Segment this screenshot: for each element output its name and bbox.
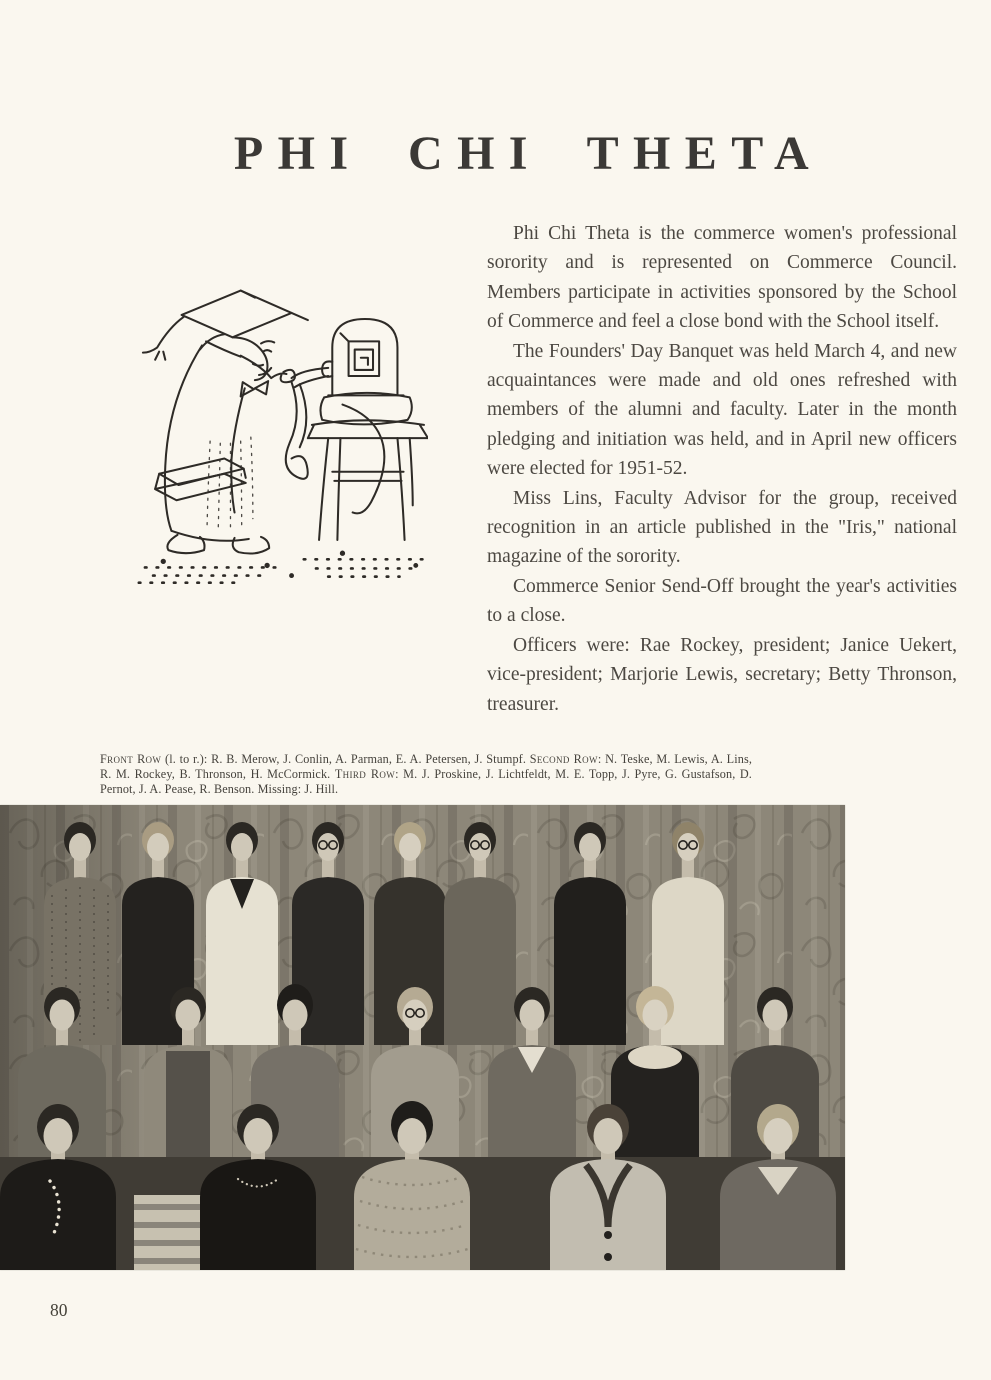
group-photograph xyxy=(0,805,845,1270)
group-photo-graphic xyxy=(0,805,845,1270)
article-paragraph: Miss Lins, Faculty Advisor for the group, received recognition in an article published in the "Iris," national magazine of the sorority. xyxy=(487,487,957,568)
article-paragraph: Commerce Senior Send-Off brought the year's activities to a close. xyxy=(487,575,957,627)
article-paragraph: Phi Chi Theta is the commerce women's professional sorority and is represented on Commerce Council. Members participate in activities sponsored by the School of Commerce and feel a close bond with the School itself. xyxy=(487,223,957,333)
article-paragraph: The Founders' Day Banquet was held March 4, and new acquaintances were made and old ones refreshed with members of the alumni and faculty. Later in the month pledging and initiation was held, and in April new officers were elected for 1951-52. xyxy=(487,340,957,480)
photo-caption: Front Row (l. to r.): R. B. Merow, J. Conlin, A. Parman, E. A. Petersen, J. Stumpf. Second Row: N. Teske, M. Lewis, A. Lins, R. M. Rockey, B. Thronson, H. McCormick. Third Row: M. J. Proskine, J. Lichtfeldt, M. E. Topp, J. Pyre, G. Gustafson, D. Pernot, J. A. Pease, R. Benson. Missing: J. Hill. xyxy=(100,752,752,796)
page-title: PHI CHI THETA xyxy=(233,127,824,180)
article-paragraph: Officers were: Rae Rockey, president; Janice Uekert, vice-president; Marjorie Lewis, secretary; Betty Thronson, treasurer. xyxy=(487,634,957,715)
page-number: 80 xyxy=(50,1300,68,1320)
article-text xyxy=(487,219,957,719)
sketch-lines xyxy=(139,291,428,583)
graduate-adding-machine-sketch xyxy=(92,262,428,598)
